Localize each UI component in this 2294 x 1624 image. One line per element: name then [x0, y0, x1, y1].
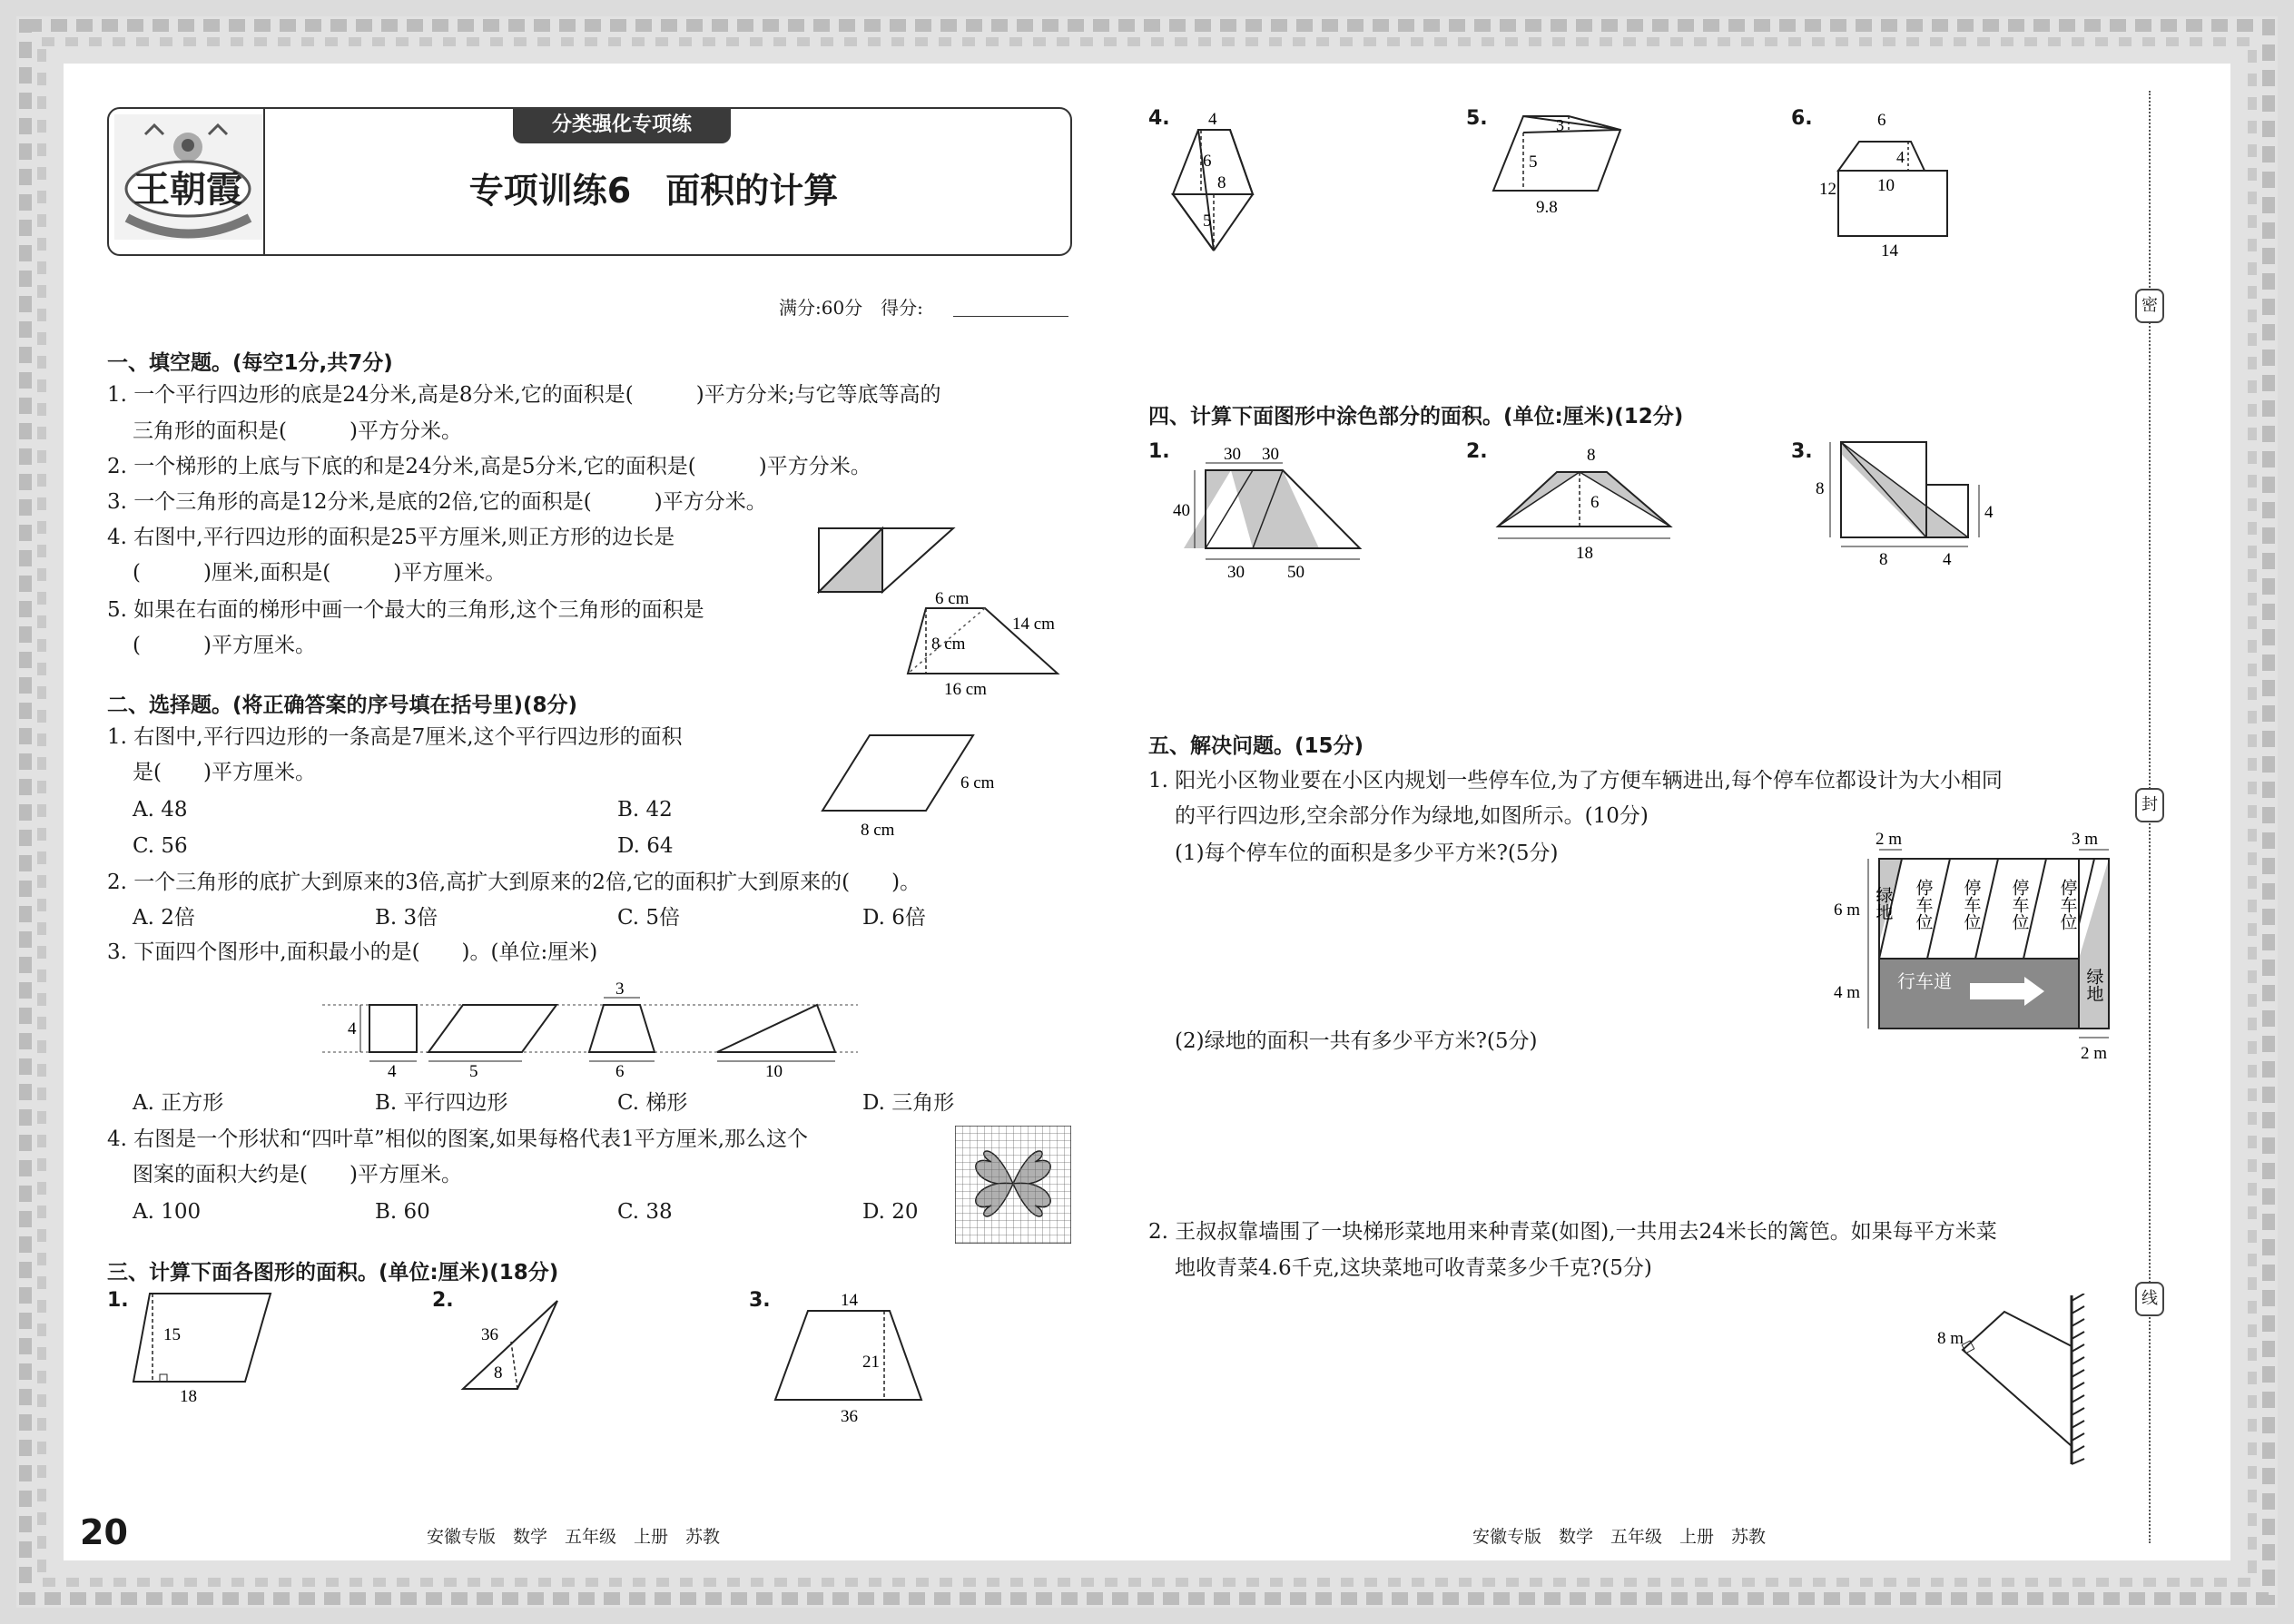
- p4-f1-figure: [1151, 438, 1369, 583]
- p3-f4-w: 8: [1217, 173, 1226, 192]
- part4-heading: 四、计算下面图形中涂色部分的面积。(单位:厘米)(12分): [1148, 405, 1684, 428]
- p1-q1a: 1. 一个平行四边形的底是24分米,高是8分米,它的面积是( )平方分米;与它等底等高的: [107, 383, 941, 407]
- p5-q2a: 2. 王叔叔靠墙围了一块梯形菜地用来种青菜(如图),一共用去24米长的篱笆。如果每平方米菜: [1148, 1220, 1997, 1244]
- p2-q1b: 是( )平方厘米。: [133, 761, 316, 784]
- p4-num-3: 3.: [1791, 440, 1813, 463]
- p5-q1a: 1. 阳光小区物业要在小区内规划一些停车位,为了方便车辆进出,每个停车位都设计为大小相同: [1148, 769, 2003, 792]
- p3-f5-b: 9.8: [1536, 198, 1558, 217]
- p4-f2-top: 8: [1587, 446, 1596, 465]
- p2-q3-opt-d: D. 三角形: [862, 1091, 955, 1115]
- binding-char-3: 线: [2135, 1282, 2164, 1316]
- p1-q4a: 4. 右图中,平行四边形的面积是25平方厘米,则正方形的边长是: [107, 526, 675, 549]
- p3-f2-figure: [454, 1296, 572, 1396]
- p2-q4-opt-b: B. 60: [375, 1200, 430, 1224]
- p3-f1-h: 15: [163, 1325, 181, 1344]
- p5-q1-sub1: (1)每个停车位的面积是多少平方米?(5分): [1175, 842, 1559, 865]
- p5-q1b: 的平行四边形,空余部分作为绿地,如图所示。(10分): [1175, 804, 1649, 828]
- p1-q4b: ( )厘米,面积是( )平方厘米。: [133, 561, 507, 585]
- binding-char-1: 密: [2135, 289, 2164, 323]
- p4-f1-b2: 50: [1287, 563, 1305, 582]
- part3-heading: 三、计算下面各图形的面积。(单位:厘米)(18分): [107, 1261, 559, 1284]
- p5-q2b: 地收青菜4.6千克,这块菜地可收青菜多少千克?(5分): [1175, 1256, 1652, 1280]
- p3-f6-top: 6: [1877, 111, 1886, 130]
- p5-q1-parking-4: 停车位: [2057, 879, 2077, 930]
- p3-f6-bottom: 14: [1881, 241, 1898, 261]
- p2-q3: 3. 下面四个图形中,面积最小的是( )。(单位:厘米): [107, 940, 598, 964]
- p2-q3-trap-top: 3: [615, 979, 625, 999]
- p3-f4-h2: 5: [1203, 212, 1212, 231]
- p1-q5-bottom: 16 cm: [944, 680, 987, 699]
- p1-q1b: 三角形的面积是( )平方分米。: [133, 419, 462, 443]
- p4-f3-figure: [1807, 438, 2015, 574]
- p3-f2-s: 36: [481, 1325, 498, 1344]
- p2-q1-opt-a: A. 48: [133, 798, 188, 822]
- p2-q1-opt-c: C. 56: [133, 834, 188, 858]
- score-line: 满分:60分 得分:: [779, 297, 923, 319]
- p1-q5b: ( )平方厘米。: [133, 634, 316, 657]
- logo-text: 王朝霞: [133, 169, 242, 210]
- p2-q2-opt-d: D. 6倍: [862, 906, 926, 930]
- p3-f3-figure: [772, 1289, 930, 1425]
- p3-num-1: 1.: [107, 1289, 129, 1312]
- p5-q1-sub2: (2)绿地的面积一共有多少平方米?(5分): [1175, 1029, 1538, 1053]
- p2-q1-side: 6 cm: [960, 773, 995, 792]
- p2-q3-square-base: 4: [388, 1062, 397, 1080]
- p3-num-5: 5.: [1466, 107, 1488, 130]
- p3-f5-h2: 5: [1529, 153, 1538, 172]
- part5-heading: 五、解决问题。(15分): [1148, 734, 1364, 758]
- p2-q1-opt-d: D. 64: [617, 834, 674, 858]
- p3-f3-h: 21: [862, 1353, 880, 1372]
- p5-q1-green-right: 绿地: [2083, 968, 2103, 1002]
- p3-f1-b: 18: [180, 1387, 197, 1406]
- p3-num-2: 2.: [432, 1289, 454, 1312]
- p5-q1-w-bottom: 2 m: [2081, 1044, 2108, 1063]
- p4-num-2: 2.: [1466, 440, 1488, 463]
- part1-heading: 一、填空题。(每空1分,共7分): [107, 351, 393, 375]
- p1-q5a: 5. 如果在右面的梯形中画一个最大的三角形,这个三角形的面积是: [107, 598, 704, 622]
- p2-q2-opt-c: C. 5倍: [617, 906, 681, 930]
- p1-q2: 2. 一个梯形的上底与下底的和是24分米,高是5分米,它的面积是( )平方分米。: [107, 455, 871, 478]
- p1-q3: 3. 一个三角形的高是12分米,是底的2倍,它的面积是( )平方分米。: [107, 490, 767, 514]
- p2-q2-opt-b: B. 3倍: [375, 906, 438, 930]
- p2-q1a: 1. 右图中,平行四边形的一条高是7厘米,这个平行四边形的面积: [107, 725, 683, 749]
- p2-q3-para-base: 5: [469, 1062, 478, 1080]
- p5-q1-green-left: 绿地: [1873, 886, 1893, 920]
- p1-q5-side: 14 cm: [1012, 615, 1055, 634]
- p3-f6-h1: 4: [1896, 148, 1905, 166]
- p5-q1-parking-figure: [1807, 824, 2120, 1069]
- banner-tab: 分类强化专项练: [513, 107, 731, 143]
- p5-q1-w-left: 2 m: [1876, 830, 1903, 849]
- p5-q1-w-right: 3 m: [2072, 830, 2099, 849]
- p4-f1-t1: 30: [1224, 445, 1241, 464]
- p3-f4-top: 4: [1208, 110, 1217, 129]
- p5-q1-parking-2: 停车位: [1961, 879, 1981, 930]
- p3-f3-bottom: 36: [841, 1407, 858, 1425]
- p4-f2-figure: [1489, 440, 1679, 567]
- p2-q2: 2. 一个三角形的底扩大到原来的3倍,高扩大到原来的2倍,它的面积扩大到原来的( )。: [107, 871, 921, 894]
- p2-q1-figure: [817, 726, 1026, 844]
- p2-q3-trap-base: 6: [615, 1062, 625, 1080]
- p4-f1-t2: 30: [1262, 445, 1279, 464]
- p5-q1-road: 行车道: [1897, 972, 1952, 992]
- p1-q5-height: 8 cm: [931, 635, 966, 654]
- p5-q1-parking-1: 停车位: [1913, 879, 1933, 930]
- p5-q2-garden-figure: [1934, 1294, 2097, 1466]
- p3-f2-h: 8: [494, 1363, 503, 1383]
- p3-f5-h1: 3: [1556, 116, 1564, 134]
- p3-f3-top: 14: [841, 1291, 858, 1310]
- page-number: 20: [80, 1512, 128, 1552]
- p4-num-1: 1.: [1148, 440, 1170, 463]
- part2-heading: 二、选择题。(将正确答案的序号填在括号里)(8分): [107, 694, 578, 717]
- footer-right: 安徽专版 数学 五年级 上册 苏教: [1472, 1527, 1767, 1547]
- p2-q4-opt-a: A. 100: [133, 1200, 202, 1224]
- p2-q4a: 4. 右图是一个形状和“四叶草”相似的图案,如果每格代表1平方厘米,那么这个: [107, 1127, 809, 1151]
- p5-q2-h: 8 m: [1937, 1329, 1964, 1348]
- p1-q5-figure: [899, 586, 1080, 704]
- p3-f4-figure: [1167, 107, 1266, 257]
- p2-q3-opt-b: B. 平行四边形: [375, 1091, 508, 1115]
- p3-f6-left: 12: [1819, 180, 1836, 199]
- p3-f6-mid: 10: [1877, 176, 1895, 195]
- p4-f1-b1: 30: [1227, 563, 1245, 582]
- p2-q1-opt-b: B. 42: [617, 798, 673, 822]
- p4-f1-h: 40: [1173, 501, 1190, 520]
- p3-num-6: 6.: [1791, 107, 1813, 130]
- p2-q2-opt-a: A. 2倍: [133, 906, 195, 930]
- p2-q4-clover-figure: [955, 1126, 1071, 1244]
- p3-num-3: 3.: [749, 1289, 771, 1312]
- p2-q1-base: 8 cm: [861, 821, 895, 840]
- p4-f3-left: 8: [1816, 479, 1825, 498]
- p4-f2-h: 6: [1590, 493, 1600, 512]
- logo: [109, 109, 268, 245]
- worksheet-paper: [64, 64, 2230, 1560]
- p4-f3-b1: 8: [1879, 550, 1888, 569]
- p2-q4-opt-c: C. 38: [617, 1200, 673, 1224]
- p2-q3-figure: [322, 976, 867, 1080]
- score-blank[interactable]: [953, 316, 1068, 317]
- p3-f6-figure: [1816, 107, 1970, 261]
- p5-q1-parking-3: 停车位: [2009, 879, 2029, 930]
- p2-q4b: 图案的面积大约是( )平方厘米。: [133, 1163, 462, 1186]
- logo-divider: [263, 107, 265, 254]
- p2-q4-opt-d: D. 20: [862, 1200, 919, 1224]
- p3-f5-figure: [1489, 107, 1625, 225]
- footer-left: 安徽专版 数学 五年级 上册 苏教: [427, 1527, 721, 1547]
- p4-f2-b: 18: [1576, 544, 1593, 563]
- p4-f3-b2: 4: [1943, 550, 1952, 569]
- p5-q1-h-bottom: 4 m: [1834, 983, 1861, 1002]
- p2-q3-square-side: 4: [348, 1019, 357, 1038]
- p4-f3-right: 4: [1984, 503, 1994, 522]
- p3-f4-h1: 6: [1203, 152, 1212, 171]
- p3-num-4: 4.: [1148, 107, 1170, 130]
- p3-f1-figure: [127, 1289, 286, 1407]
- p2-q3-opt-a: A. 正方形: [133, 1091, 224, 1115]
- p2-q3-tri-base: 10: [765, 1062, 783, 1080]
- p5-q1-h-top: 6 m: [1834, 901, 1861, 920]
- p2-q3-opt-c: C. 梯形: [617, 1091, 688, 1115]
- binding-char-2: 封: [2135, 788, 2164, 822]
- p1-q5-top: 6 cm: [935, 589, 970, 608]
- page-title: 专项训练6 面积的计算: [468, 171, 839, 211]
